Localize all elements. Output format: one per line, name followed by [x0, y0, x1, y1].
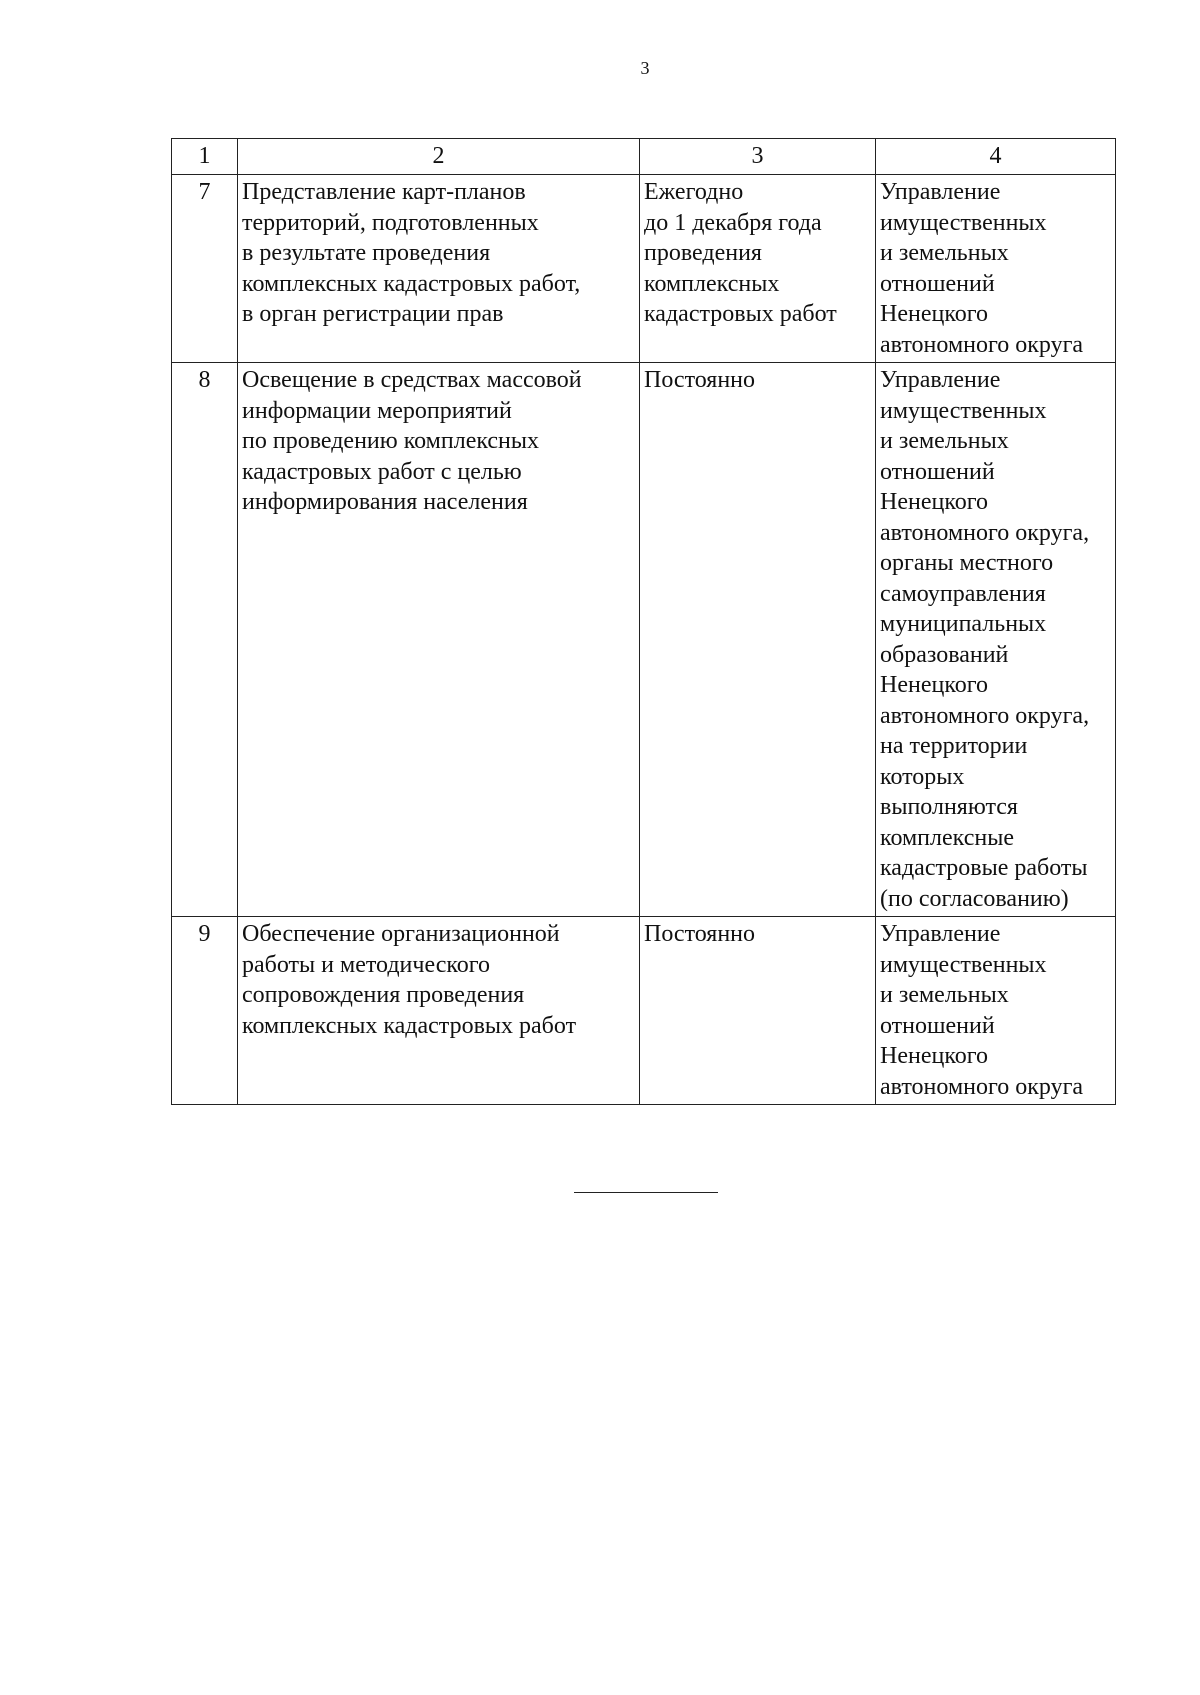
schedule-table: [171, 138, 1116, 1105]
table-body: [172, 175, 1116, 1105]
column-header-deadline: 3: [640, 139, 876, 175]
end-of-document-rule: [574, 1192, 718, 1193]
header-row: [172, 139, 1116, 175]
deadline-cell: Ежегодно до 1 декабря года проведения комплексных кадастровых работ: [640, 175, 876, 363]
responsible-cell: Управление имущественных и земельных отношений Ненецкого автономного округа, органы местного самоуправления муниципальных образований Ненецкого автономного округа, на территории которых выполняются комплексные кадастровые работы (по согласованию): [876, 363, 1116, 917]
responsible-cell: Управление имущественных и земельных отношений Ненецкого автономного округа: [876, 175, 1116, 363]
action-cell: Представление карт-планов территорий, подготовленных в результате проведения комплексных кадастровых работ, в орган регистрации прав: [238, 175, 640, 363]
page-number: 3: [640, 58, 650, 78]
table-header: [172, 139, 1116, 175]
column-header-number: 1: [172, 139, 238, 175]
action-cell: Обеспечение организационной работы и методического сопровождения проведения комплексных кадастровых работ: [238, 917, 640, 1105]
column-header-action: 2: [238, 139, 640, 175]
column-header-responsible: 4: [876, 139, 1116, 175]
deadline-cell: Постоянно: [640, 363, 876, 917]
table-row: [172, 917, 1116, 1105]
table-row: [172, 363, 1116, 917]
row-number: 7: [172, 175, 238, 363]
deadline-cell: Постоянно: [640, 917, 876, 1105]
responsible-cell: Управление имущественных и земельных отношений Ненецкого автономного округа: [876, 917, 1116, 1105]
table-row: [172, 175, 1116, 363]
action-cell: Освещение в средствах массовой информации мероприятий по проведению комплексных кадастровых работ с целью информирования населения: [238, 363, 640, 917]
row-number: 9: [172, 917, 238, 1105]
row-number: 8: [172, 363, 238, 917]
